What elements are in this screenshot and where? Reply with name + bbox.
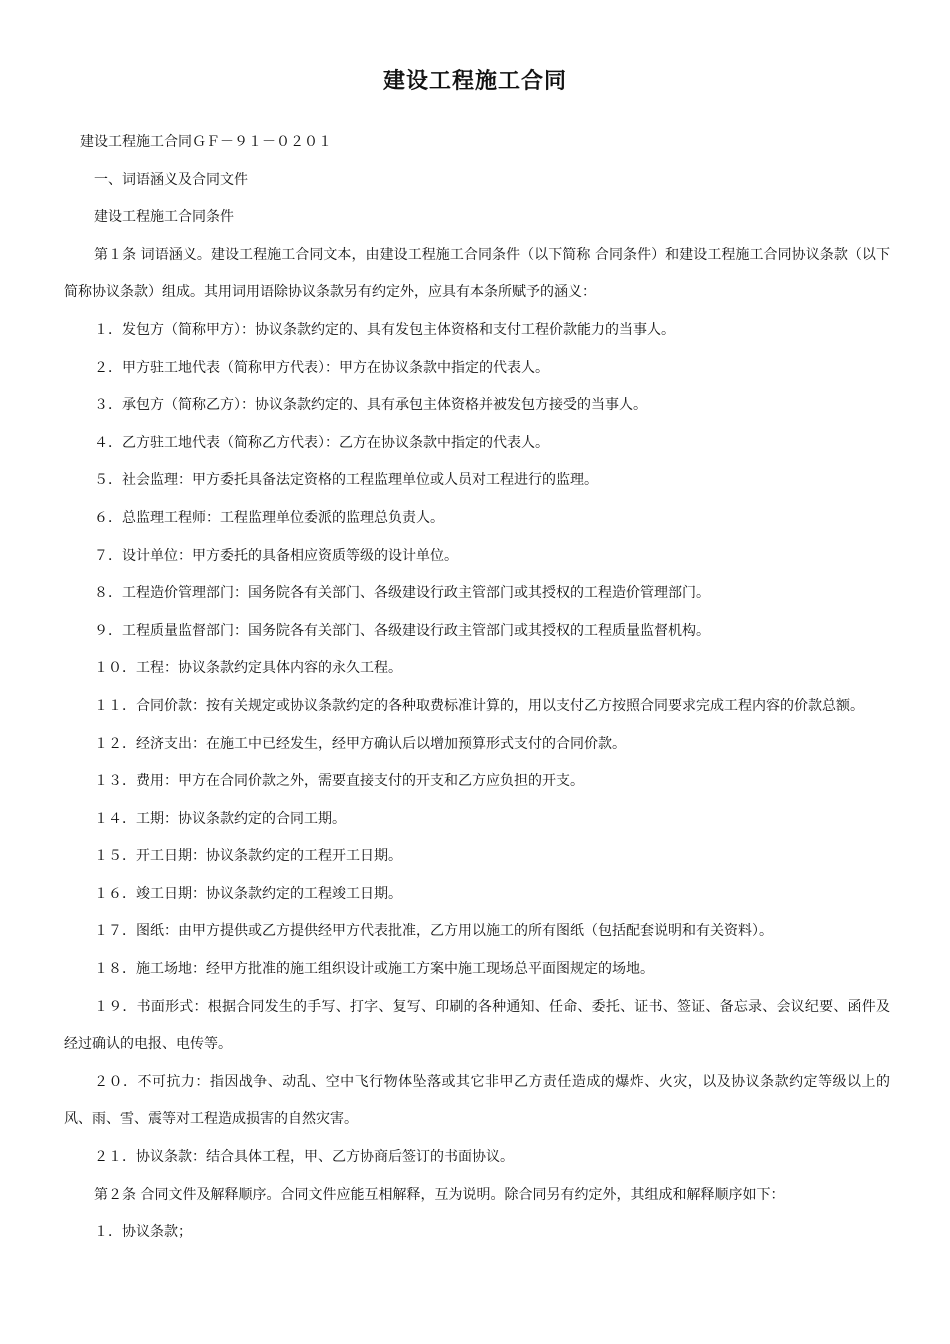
- paragraph-term-11: １１．合同价款：按有关规定或协议条款约定的各种取费标准计算的，用以支付乙方按照合同要求完成工程内容的价款总额。: [94, 697, 864, 714]
- paragraph-term-20: ２０．不可抗力：指因战争、动乱、空中飞行物体坠落或其它非甲乙方责任造成的爆炸、火灾，以及协议条款约定等级以上的风、雨、雪、震等对工程造成损害的自然灾害。: [64, 1073, 890, 1128]
- document-body: [64, 124, 890, 1252]
- paragraph-term-8: ８．工程造价管理部门：国务院各有关部门、各级建设行政主管部门或其授权的工程造价管理部门。: [94, 585, 710, 602]
- paragraph-term-12: １２．经济支出：在施工中已经发生，经甲方确认后以增加预算形式支付的合同价款。: [94, 735, 626, 752]
- paragraph-article-2: 第２条 合同文件及解释顺序。合同文件应能互相解释，互为说明。除合同另有约定外，其组成和解释顺序如下：: [94, 1186, 785, 1203]
- paragraph-conditions-heading: 建设工程施工合同条件: [94, 209, 234, 226]
- paragraph-term-9: ９．工程质量监督部门：国务院各有关部门、各级建设行政主管部门或其授权的工程质量监督机构。: [94, 622, 710, 639]
- paragraph-order-1: １．协议条款；: [94, 1224, 192, 1241]
- paragraph-term-1: １．发包方（简称甲方）：协议条款约定的、具有发包主体资格和支付工程价款能力的当事人。: [94, 321, 675, 338]
- paragraph-term-10: １０．工程：协议条款约定具体内容的永久工程。: [94, 660, 402, 677]
- paragraph-term-19: １９．书面形式：根据合同发生的手写、打字、复写、印刷的各种通知、任命、委托、证书、签证、备忘录、会议纪要、函件及经过确认的电报、电传等。: [64, 998, 890, 1053]
- document-title: 建设工程施工合同: [382, 69, 567, 94]
- paragraph-term-2: ２．甲方驻工地代表（简称甲方代表）：甲方在协议条款中指定的代表人。: [94, 359, 549, 376]
- paragraph-term-16: １６．竣工日期：协议条款约定的工程竣工日期。: [94, 885, 402, 902]
- paragraph-term-14: １４．工期：协议条款约定的合同工期。: [94, 810, 346, 827]
- paragraph-term-17: １７．图纸：由甲方提供或乙方提供经甲方代表批准，乙方用以施工的所有图纸（包括配套说明和有关资料）。: [94, 923, 773, 940]
- paragraph-section-heading: 一、词语涵义及合同文件: [94, 171, 248, 188]
- paragraph-term-4: ４．乙方驻工地代表（简称乙方代表）：乙方在协议条款中指定的代表人。: [94, 434, 549, 451]
- paragraph-term-18: １８．施工场地：经甲方批准的施工组织设计或施工方案中施工现场总平面图规定的场地。: [94, 961, 654, 978]
- paragraph-term-6: ６．总监理工程师：工程监理单位委派的监理总负责人。: [94, 509, 444, 526]
- paragraph-term-15: １５．开工日期：协议条款约定的工程开工日期。: [94, 848, 402, 865]
- paragraph-term-5: ５．社会监理：甲方委托具备法定资格的工程监理单位或人员对工程进行的监理。: [94, 472, 598, 489]
- paragraph-term-21: ２１．协议条款：结合具体工程，甲、乙方协商后签订的书面协议。: [94, 1149, 514, 1166]
- paragraph-term-7: ７．设计单位：甲方委托的具备相应资质等级的设计单位。: [94, 547, 458, 564]
- paragraph-term-13: １３．费用：甲方在合同价款之外，需要直接支付的开支和乙方应负担的开支。: [94, 773, 584, 790]
- paragraph-contract-code: 建设工程施工合同ＧＦ－９１－０２０１: [80, 134, 332, 150]
- paragraph-term-3: ３．承包方（简称乙方）：协议条款约定的、具有承包主体资格并被发包方接受的当事人。: [94, 397, 647, 414]
- paragraph-article-1: 第１条 词语涵义。建设工程施工合同文本，由建设工程施工合同条件（以下简称 合同条件）和建设工程施工合同协议条款（以下简称协议条款）组成。其用词用语除协议条款另有约定外，应具有本条所赋予的涵义：: [64, 246, 890, 301]
